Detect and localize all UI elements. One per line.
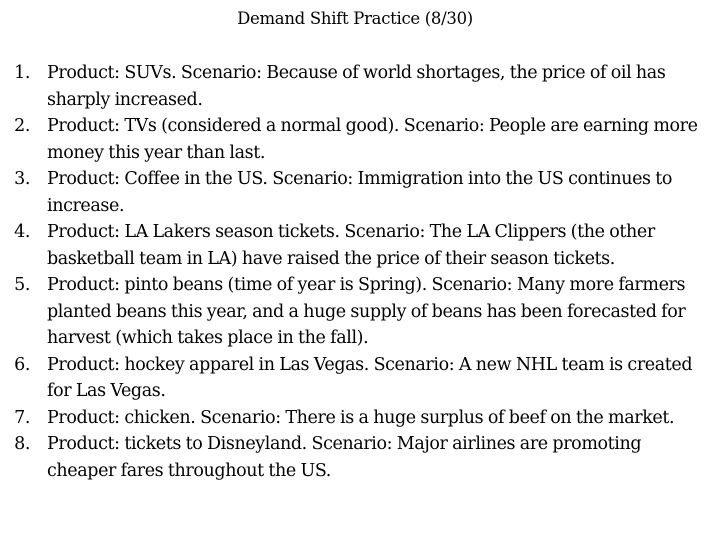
item-text: Product: chicken. Scenario: There is a huge surplus of beef on the market. bbox=[47, 407, 675, 428]
list-item bbox=[0, 431, 720, 484]
item-number: 6. bbox=[14, 354, 30, 375]
item-text: Product: TVs (considered a normal good). Scenario: People are earning more money this year than last. bbox=[47, 116, 698, 163]
item-text: Product: tickets to Disneyland. Scenario: Major airlines are promoting cheaper fares throughout the US. bbox=[47, 434, 642, 481]
item-text: Product: pinto beans (time of year is Spring). Scenario: Many more farmers planted beans this year, and a huge supply of beans has been forecasted for harvest (which takes place in the fall). bbox=[47, 275, 686, 348]
list-item bbox=[0, 405, 720, 432]
item-number: 1. bbox=[14, 63, 30, 83]
item-number: 7. bbox=[14, 407, 30, 428]
item-number: 4. bbox=[14, 222, 30, 242]
list-item bbox=[0, 219, 720, 272]
list-item bbox=[0, 113, 720, 166]
item-number: 5. bbox=[14, 275, 30, 295]
item-text: Product: SUVs. Scenario: Because of world shortages, the price of oil has sharply increased. bbox=[47, 63, 666, 110]
item-number: 8. bbox=[14, 434, 30, 454]
practice-list bbox=[0, 60, 720, 484]
list-item bbox=[0, 166, 720, 219]
list-item bbox=[0, 352, 720, 405]
list-item bbox=[0, 272, 720, 352]
item-number: 3. bbox=[14, 169, 30, 189]
item-text: Product: Coffee in the US. Scenario: Immigration into the US continues to increase. bbox=[47, 169, 673, 216]
list-item bbox=[0, 60, 720, 113]
item-text: Product: hockey apparel in Las Vegas. Scenario: A new NHL team is created for Las Vegas. bbox=[47, 354, 693, 401]
page-title: Demand Shift Practice (8/30) bbox=[237, 9, 473, 28]
item-number: 2. bbox=[14, 116, 30, 136]
item-text: Product: LA Lakers season tickets. Scenario: The LA Clippers (the other basketball team in LA) have raised the price of their season tickets. bbox=[47, 222, 655, 269]
